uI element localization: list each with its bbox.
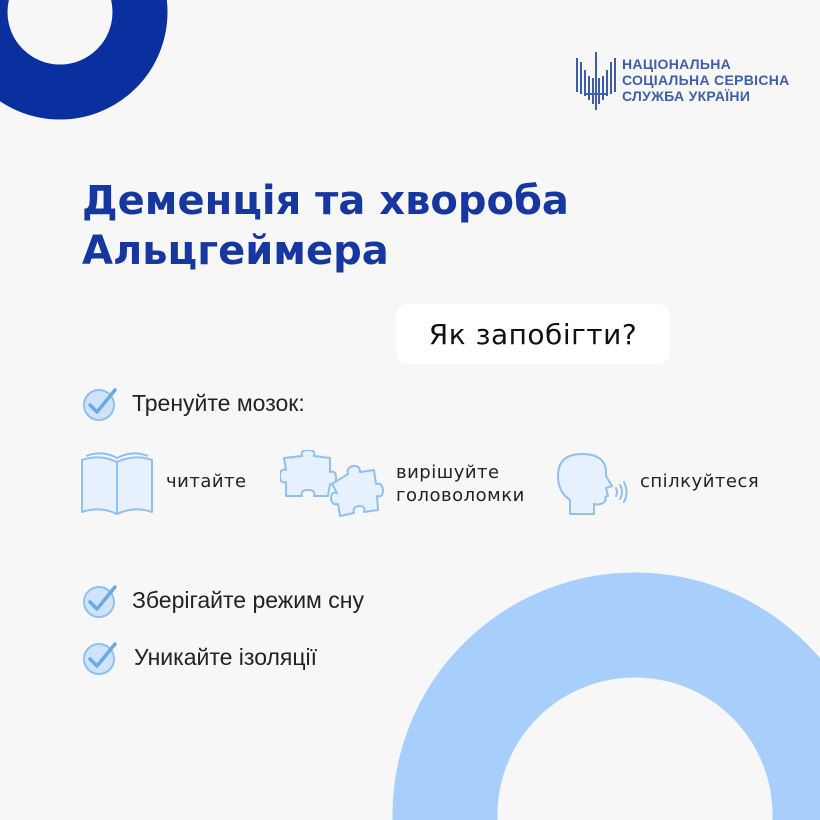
page-title [82,176,569,276]
logo-text [622,56,790,104]
logo-line-1: НАЦІОНАЛЬНА [622,56,732,72]
puzzle-icon [280,450,384,526]
nssu-logo [574,48,790,112]
activity-read-label: читайте [166,471,247,492]
tip-label: Уникайте ізоляції [134,643,318,670]
check-circle-icon [80,638,118,676]
trident-logo-icon [574,48,618,112]
logo-line-2: СОЦІАЛЬНА СЕРВІСНА [622,72,790,88]
light-blue-ring-decoration [380,560,820,820]
activity-talk-label: спілкуйтеся [640,471,760,492]
activity-puzzles-label: вирішуйте головоломки [396,462,525,506]
tip-label: Тренуйте мозок: [132,389,305,416]
tip-keep-sleep [80,581,364,619]
speaking-head-icon [556,450,628,518]
dark-blue-ring-decoration [0,0,200,160]
check-circle-icon [80,384,118,422]
tip-train-brain [80,384,305,422]
question-badge: Як запобігти? [396,304,670,364]
check-circle-icon [80,581,118,619]
title-line-2: Альцгеймера [82,228,389,274]
tip-label: Зберігайте режим сну [132,586,364,613]
tip-avoid-isolation [80,638,317,676]
book-icon [80,448,154,516]
logo-line-3: СЛУЖБА УКРАЇНИ [622,88,751,104]
title-line-1: Деменція та хвороба [82,178,569,224]
